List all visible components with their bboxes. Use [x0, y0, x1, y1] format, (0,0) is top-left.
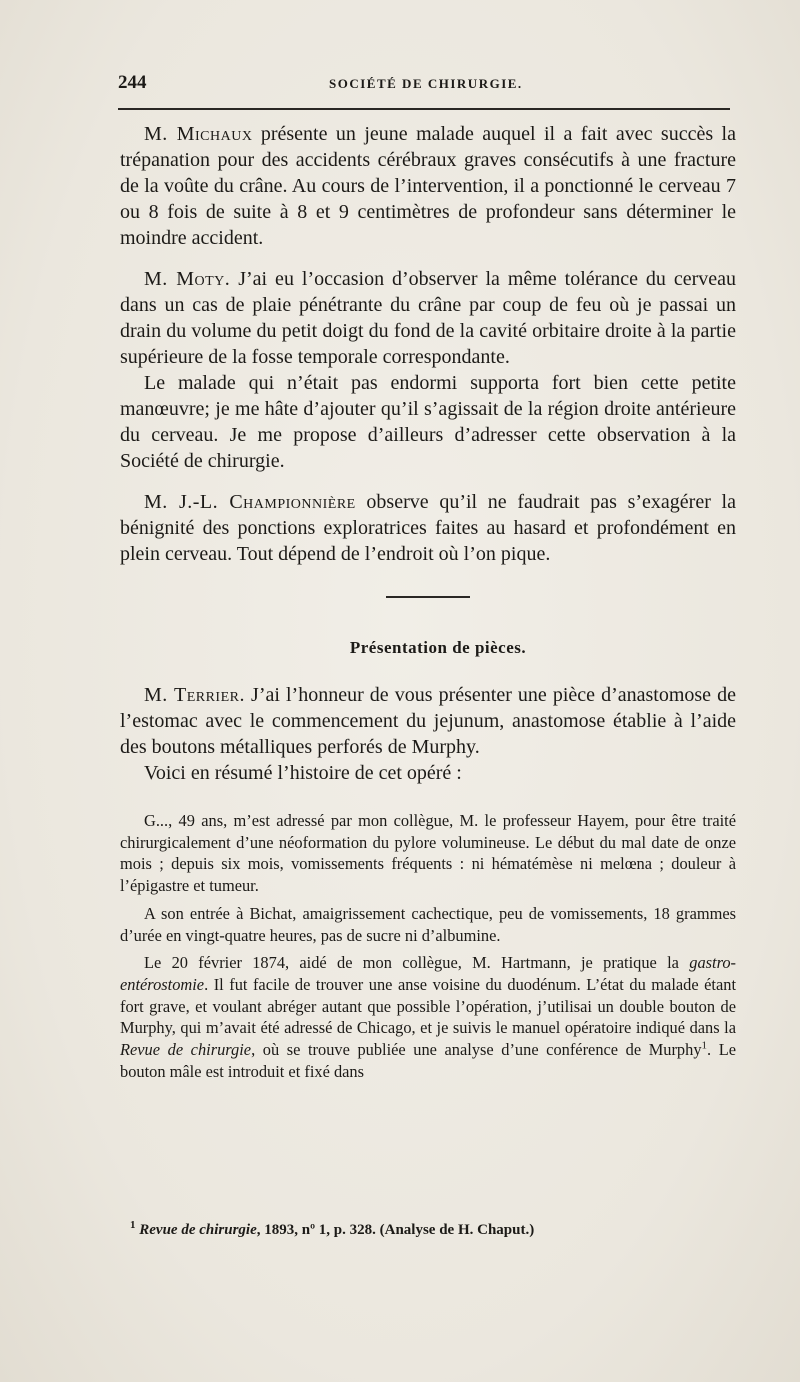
speaker-name: M. Terrier. [144, 684, 245, 706]
footnote-text: , 1893, nº 1, p. 328. (Analyse de H. Chaput.) [256, 1222, 535, 1238]
paragraph-text: G..., 49 ans, m’est adressé par mon collègue, M. le professeur Hayem, pour être traité chirurgicalement d’une néoformation du pylore volumineuse. Le début du mal date de onze mois ; depuis six mois, vomissements fréquents : ni hématémèse ni melœna ; douleur à l’épigastre et tumeur. [120, 811, 736, 896]
speaker-name: M. Michaux [144, 123, 253, 145]
paragraph-moty [120, 266, 736, 370]
paragraph-operation [120, 952, 736, 1082]
page-body [120, 121, 736, 1082]
paragraph-championniere [120, 489, 736, 567]
paragraph-text: Le malade qui n’était pas endormi supporta fort bien cette petite manœuvre; je me hâte d’ajouter qu’il s’agissait de la région droite antérieure du cerveau. Je me propose d’ailleurs d’adresser cette observation à la Société de chirurgie. [120, 372, 736, 472]
page-number: 244 [118, 72, 147, 93]
paragraph-text: , où se trouve publiée une analyse d’une conférence de Murphy [251, 1040, 702, 1060]
section-title: Présentation de pièces. [349, 638, 527, 657]
speaker-name: M. J.-L. Championnière [144, 491, 356, 513]
running-title: SOCIÉTÉ DE CHIRURGIE. [329, 76, 523, 91]
paragraph-text: J’ai eu l’occasion d’observer la même tolérance du cerveau dans un cas de plaie pénétrante du crâne par coup de feu où je passai un drain du volume du petit doigt du fond de la cavité orbitaire droite à la partie supérieure de la fosse temporale correspondante. [120, 268, 736, 368]
paragraph-text: J’ai l’honneur de vous présenter une pièce d’anastomose de l’estomac avec le commencement du jejunum, anastomose établie à l’aide des boutons métalliques perforés de Murphy. [120, 684, 736, 758]
paragraph-summary-intro [120, 760, 736, 786]
paragraph-text: . Le bouton mâle est introduit et fixé dans [120, 1040, 737, 1081]
page-header [118, 72, 730, 96]
paragraph-michaux [120, 121, 736, 251]
paragraph-text: Voici en résumé l’histoire de cet opéré : [144, 762, 462, 784]
paragraph-text: présente un jeune malade auquel il a fait avec succès la trépanation pour des accidents cérébraux graves consécutifs à une fracture de la voûte du crâne. Au cours de l’intervention, il a ponctionné le cerveau 7 ou 8 fois de suite à 8 et 9 centimètres de profondeur sans déterminer le moindre accident. [120, 123, 736, 249]
section-divider [386, 596, 470, 598]
paragraph-admission [120, 903, 736, 946]
footnote-reference[interactable]: 1 [701, 1039, 708, 1052]
footnote-journal: Revue de chirurgie [139, 1222, 257, 1238]
footnote-mark: 1 [130, 1219, 136, 1231]
paragraph-text: Le 20 février 1874, aidé de mon collègue, M. Hartmann, je pratique la [144, 953, 690, 973]
paragraph-terrier [120, 682, 736, 760]
paragraph-text: observe qu’il ne faudrait pas s’exagérer la bénignité des ponctions exploratrices faites au hasard et profondément en plein cerveau. Tout dépend de l’endroit où l’on pique. [120, 491, 736, 565]
emphasis-text: gastro-entérostomie [120, 953, 736, 994]
footnote [130, 1219, 535, 1239]
header-rule [118, 108, 730, 110]
journal-title: Revue de chirurgie [120, 1040, 252, 1060]
paragraph-text: . Il fut facile de trouver une anse voisine du duodénum. L’état du malade étant fort grave, et voulant abréger autant que possible l’opération, j’utilisai un double bouton de Murphy, qui m’avait été adressé de Chicago, et je suivis le manuel opératoire indiqué dans la [120, 974, 736, 1038]
paragraph-moty-continued [120, 370, 736, 474]
speaker-name: M. Moty. [144, 268, 231, 290]
paragraph-case-history [120, 810, 736, 897]
paragraph-text: A son entrée à Bichat, amaigrissement cachectique, peu de vomissements, 18 grammes d’urée en vingt-quatre heures, pas de sucre ni d’albumine. [120, 903, 736, 945]
